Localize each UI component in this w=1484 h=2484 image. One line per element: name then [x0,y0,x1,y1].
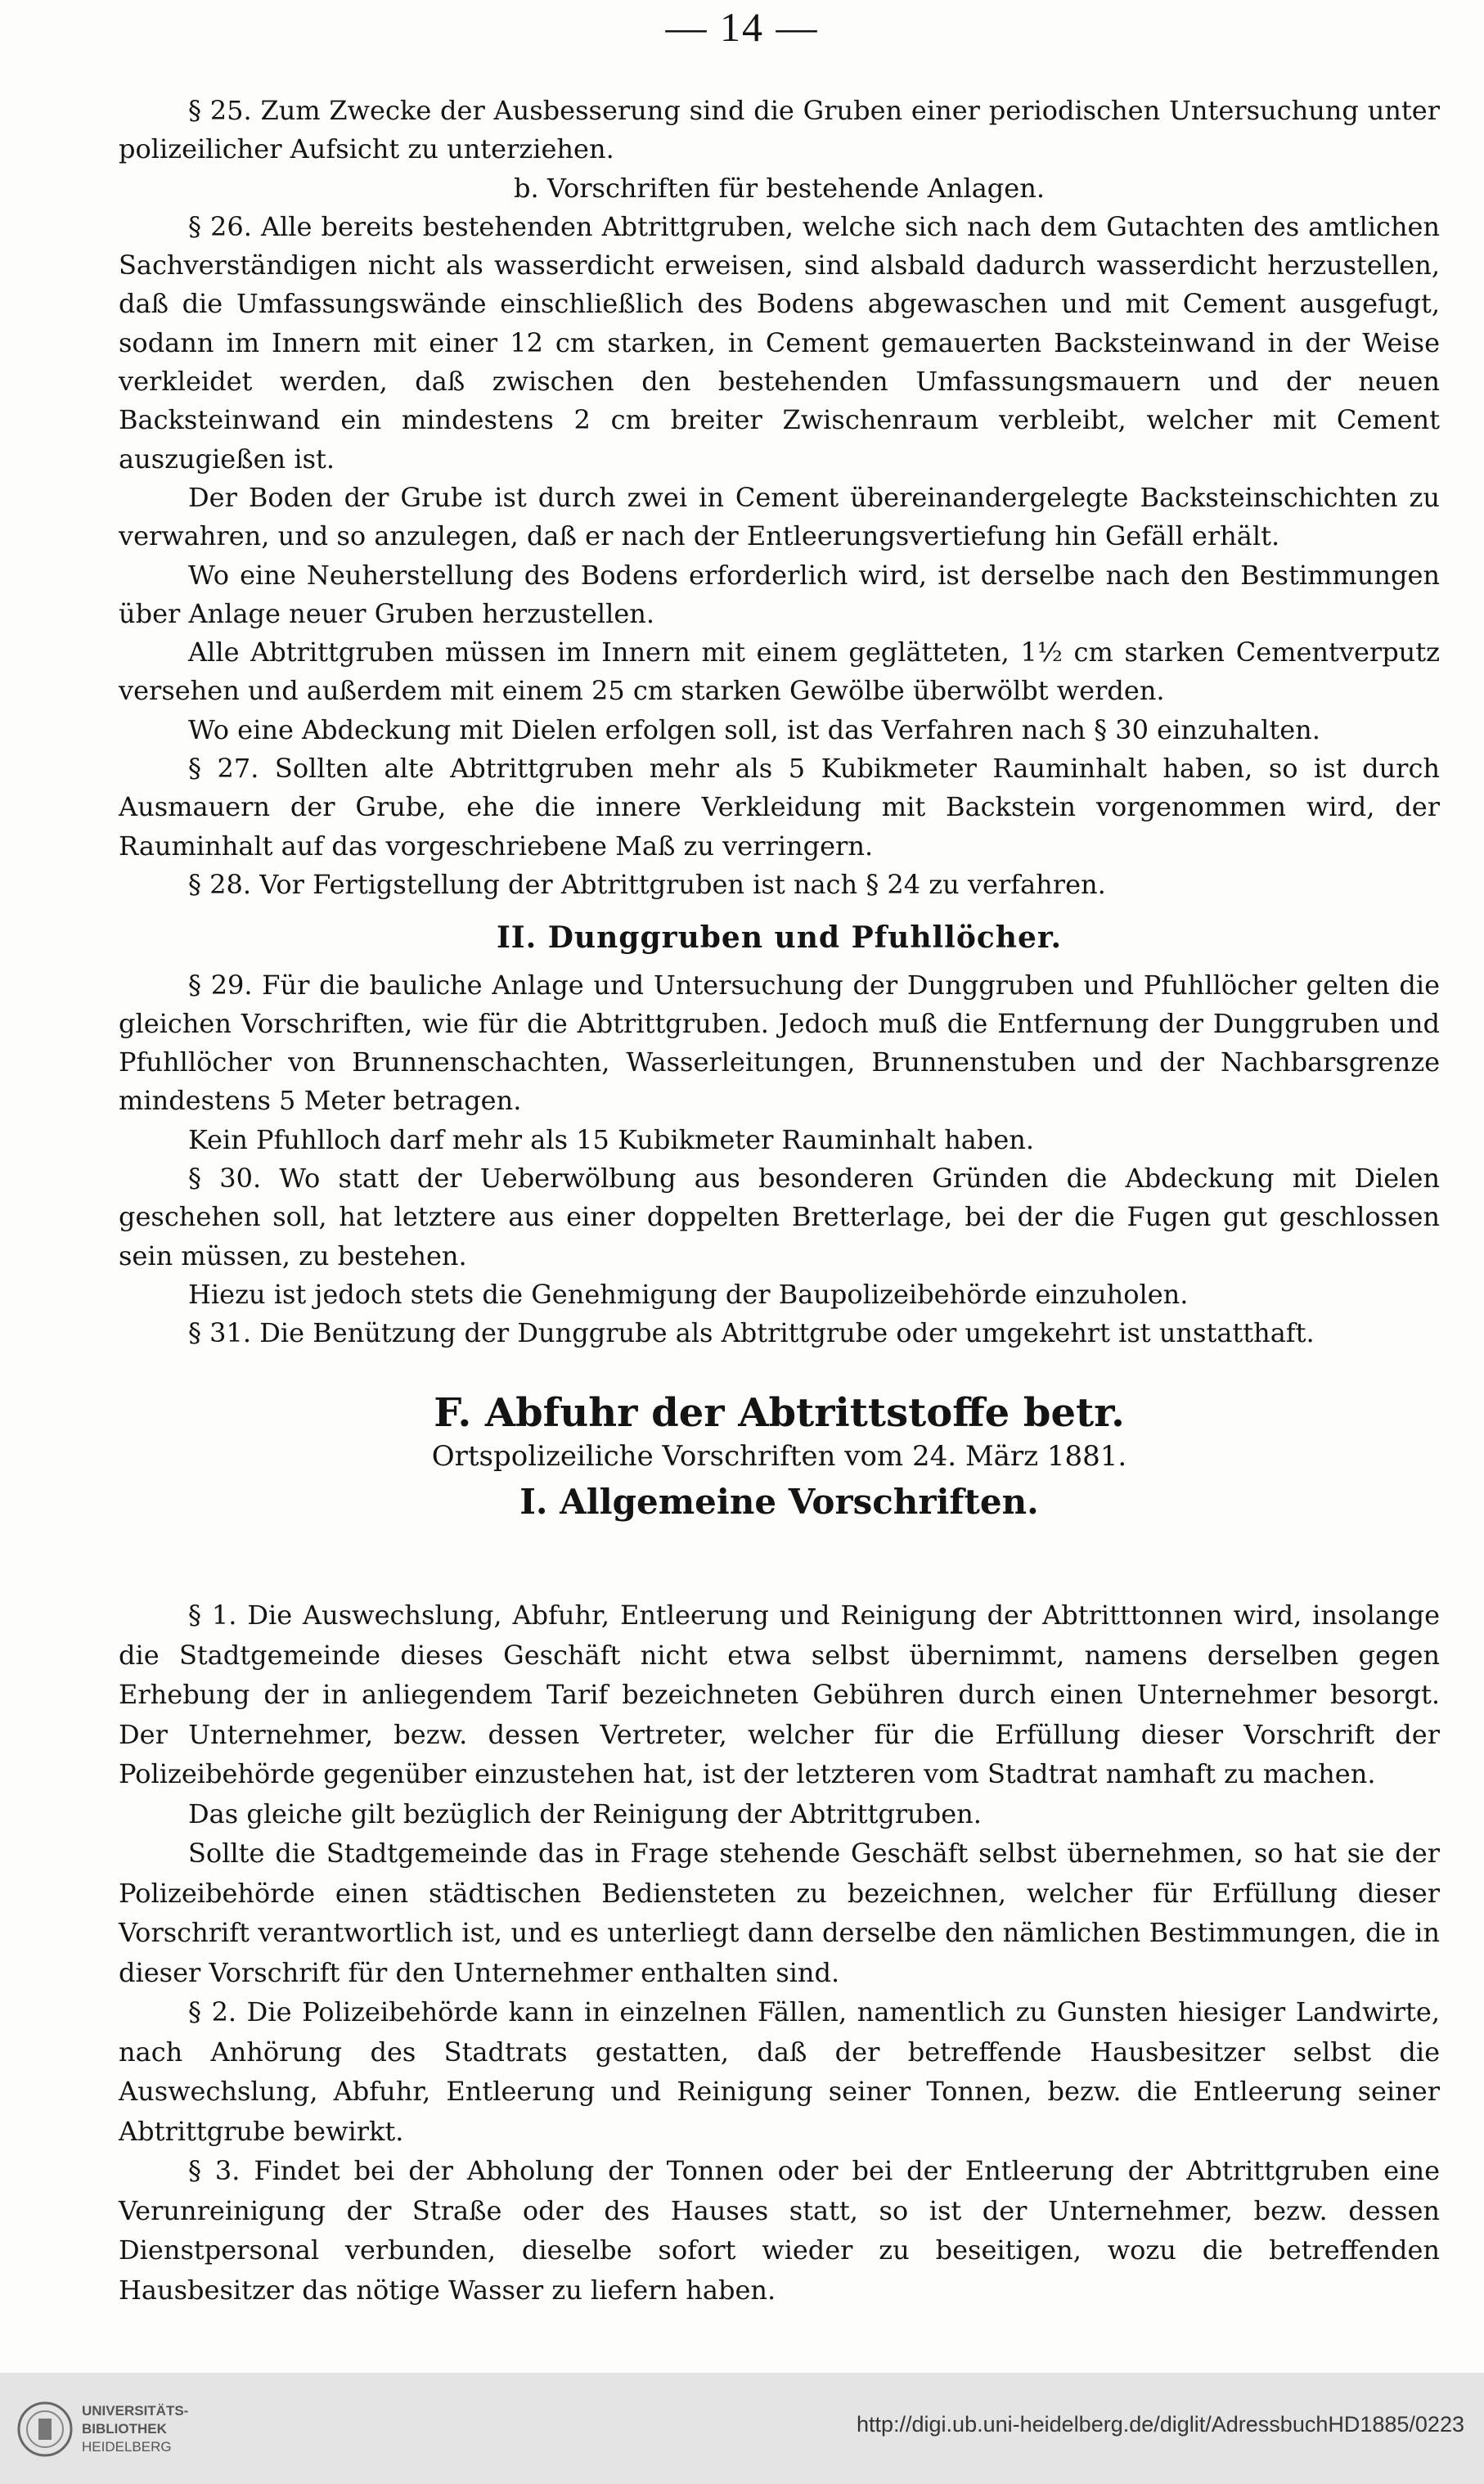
paragraph: § 30. Wo statt der Ueberwölbung aus besonderen Gründen die Abdeckung mit Dielen geschehen soll, hat letztere aus einer doppelten Bretterlage, bei der die Fugen gut geschlossen sein müssen, zu bestehen. [119,1163,1440,1271]
paragraph: Sollte die Stadtgemeinde das in Frage stehende Geschäft selbst übernehmen, so hat sie der Polizeibehörde einen städtischen Bediensteten zu bezeichnen, welcher für Erfüllung dieser Vorschrift verantwortlich ist, und es unterliegt dann derselbe den nämlichen Bestimmungen, die in dieser Vorschrift für den Unternehmer enthalten sind. [119,1838,1440,1988]
paragraph: § 26. Alle bereits bestehenden Abtrittgruben, welche sich nach dem Gutachten des amtlichen Sachverständigen nicht als wasserdicht erweisen, sind alsbald dadurch wasserdicht herzustellen, daß die Umfassungswände einschließlich des Bodens abgewaschen und mit Cement ausgefugt, sodann im Innern mit einer 12 cm starken, in Cement gemauerten Backsteinwand in der Weise verkleidet werden, daß zwischen den bestehenden Umfassungsmauern und der neuen Backsteinwand ein mindestens 2 cm breiter Zwischenraum verbleibt, welcher mit Cement auszugießen ist. [119,210,1440,475]
viewer-footer [0,2373,1484,2484]
text-block-upper [119,92,1440,1537]
paragraph: § 27. Sollten alte Abtrittgruben mehr als 5 Kubikmeter Rauminhalt haben, so ist durch Ausmauern der Grube, ehe die innere Verkleidung mit Backstein vorgenommen wird, der Rauminhalt auf das vorgeschriebene Maß zu verringern. [119,753,1440,862]
source-url-link[interactable]: http://digi.ub.uni-heidelberg.de/diglit/AdressbuchHD1885/0223 [856,2412,1464,2437]
paragraph: Wo eine Abdeckung mit Dielen erfolgen soll, ist das Verfahren nach § 30 einzuhalten. [188,713,1320,745]
subhead: b. Vorschriften für bestehende Anlagen. [513,172,1045,204]
paragraph: § 3. Findet bei der Abholung der Tonnen oder bei der Entleerung der Abtrittgruben eine Verunreinigung der Straße oder des Hauses statt, so ist der Unternehmer, bezw. dessen Dienstpersonal verbunden, dieselbe sofort wieder zu beseitigen, wozu die betreffenden Hausbesitzer das nötige Wasser zu liefern haben. [119,2155,1440,2306]
heading3: Ortspolizeiliche Vorschriften vom 24. März 1881. [431,1439,1127,1473]
library-name-line1: UNIVERSITÄTS- [82,2403,189,2419]
library-logo[interactable] [82,2402,188,2456]
text-block-lower [119,1595,1440,2310]
paragraph: Hiezu ist jedoch stets die Genehmigung der Baupolizeibehörde einzuholen. [188,1278,1189,1310]
library-name-line3: HEIDELBERG [82,2439,172,2455]
paragraph: Kein Pfuhlloch darf mehr als 15 Kubikmeter Rauminhalt haben. [188,1123,1035,1155]
heading1: II. Dunggruben und Pfuhllöcher. [496,920,1063,956]
paragraph: § 29. Für die bauliche Anlage und Untersuchung der Dunggruben und Pfuhllöcher gelten die gleichen Vorschriften, wie für die Abtrittgruben. Jedoch muß die Entfernung der Dunggruben und Pfuhllöcher von Brunnenschachten, Wasserleitungen, Brunnenstuben und der Nachbarsgrenze mindestens 5 Meter betragen. [119,969,1440,1117]
heading4: I. Allgemeine Vorschriften. [519,1482,1039,1523]
university-seal-icon [16,2401,74,2458]
paragraph: § 31. Die Benützung der Dunggrube als Abtrittgrube oder umgekehrt ist unstatthaft. [188,1317,1315,1349]
library-name-line2: BIBLIOTHEK [82,2421,167,2437]
paragraph: Wo eine Neuherstellung des Bodens erforderlich wird, ist derselbe nach den Bestimmungen über Anlage neuer Gruben herzustellen. [119,559,1440,629]
paragraph: § 2. Die Polizeibehörde kann in einzelnen Fällen, namentlich zu Gunsten hiesiger Landwirte, nach Anhörung des Stadtrats gestatten, daß der betreffende Hausbesitzer selbst die Auswechslung, Abfuhr, Entleerung und Reinigung seiner Tonnen, bezw. die Entleerung seiner Abtrittgrube bewirkt. [119,1996,1440,2147]
paragraph: § 28. Vor Fertigstellung der Abtrittgruben ist nach § 24 zu verfahren. [188,868,1106,900]
paragraph: § 25. Zum Zwecke der Ausbesserung sind die Gruben einer periodischen Untersuchung unter polizeilicher Aufsicht zu unterziehen. [119,95,1440,165]
paragraph: Das gleiche gilt bezüglich der Reinigung der Abtrittgruben. [188,1798,982,1829]
paragraph: Der Boden der Grube ist durch zwei in Cement übereinandergelegte Backsteinschichten zu verwahren, und so anzulegen, daß er nach der Entleerungsvertiefung hin Gefäll erhält. [119,481,1440,552]
heading2: F. Abfuhr der Abtrittstoffe betr. [434,1389,1125,1436]
paragraph: Alle Abtrittgruben müssen im Innern mit einem geglätteten, 1½ cm starken Cementverputz versehen und außerdem mit einem 25 cm starken Gewölbe überwölbt werden. [119,637,1440,707]
page-number: — 14 — [665,4,819,50]
paragraph: § 1. Die Auswechslung, Abfuhr, Entleerung und Reinigung der Abtritttonnen wird, insolange die Stadtgemeinde dieses Geschäft nicht etwa selbst übernimmt, namens derselben gegen Erhebung der in anliegendem Tarif bezeichneten Gebühren durch einen Unternehmer besorgt. Der Unternehmer, bezw. dessen Vertreter, welcher für die Erfüllung dieser Vorschrift der Polizeibehörde gegenüber einzustehen hat, ist der letzteren vom Stadtrat namhaft zu machen. [119,1600,1440,1789]
